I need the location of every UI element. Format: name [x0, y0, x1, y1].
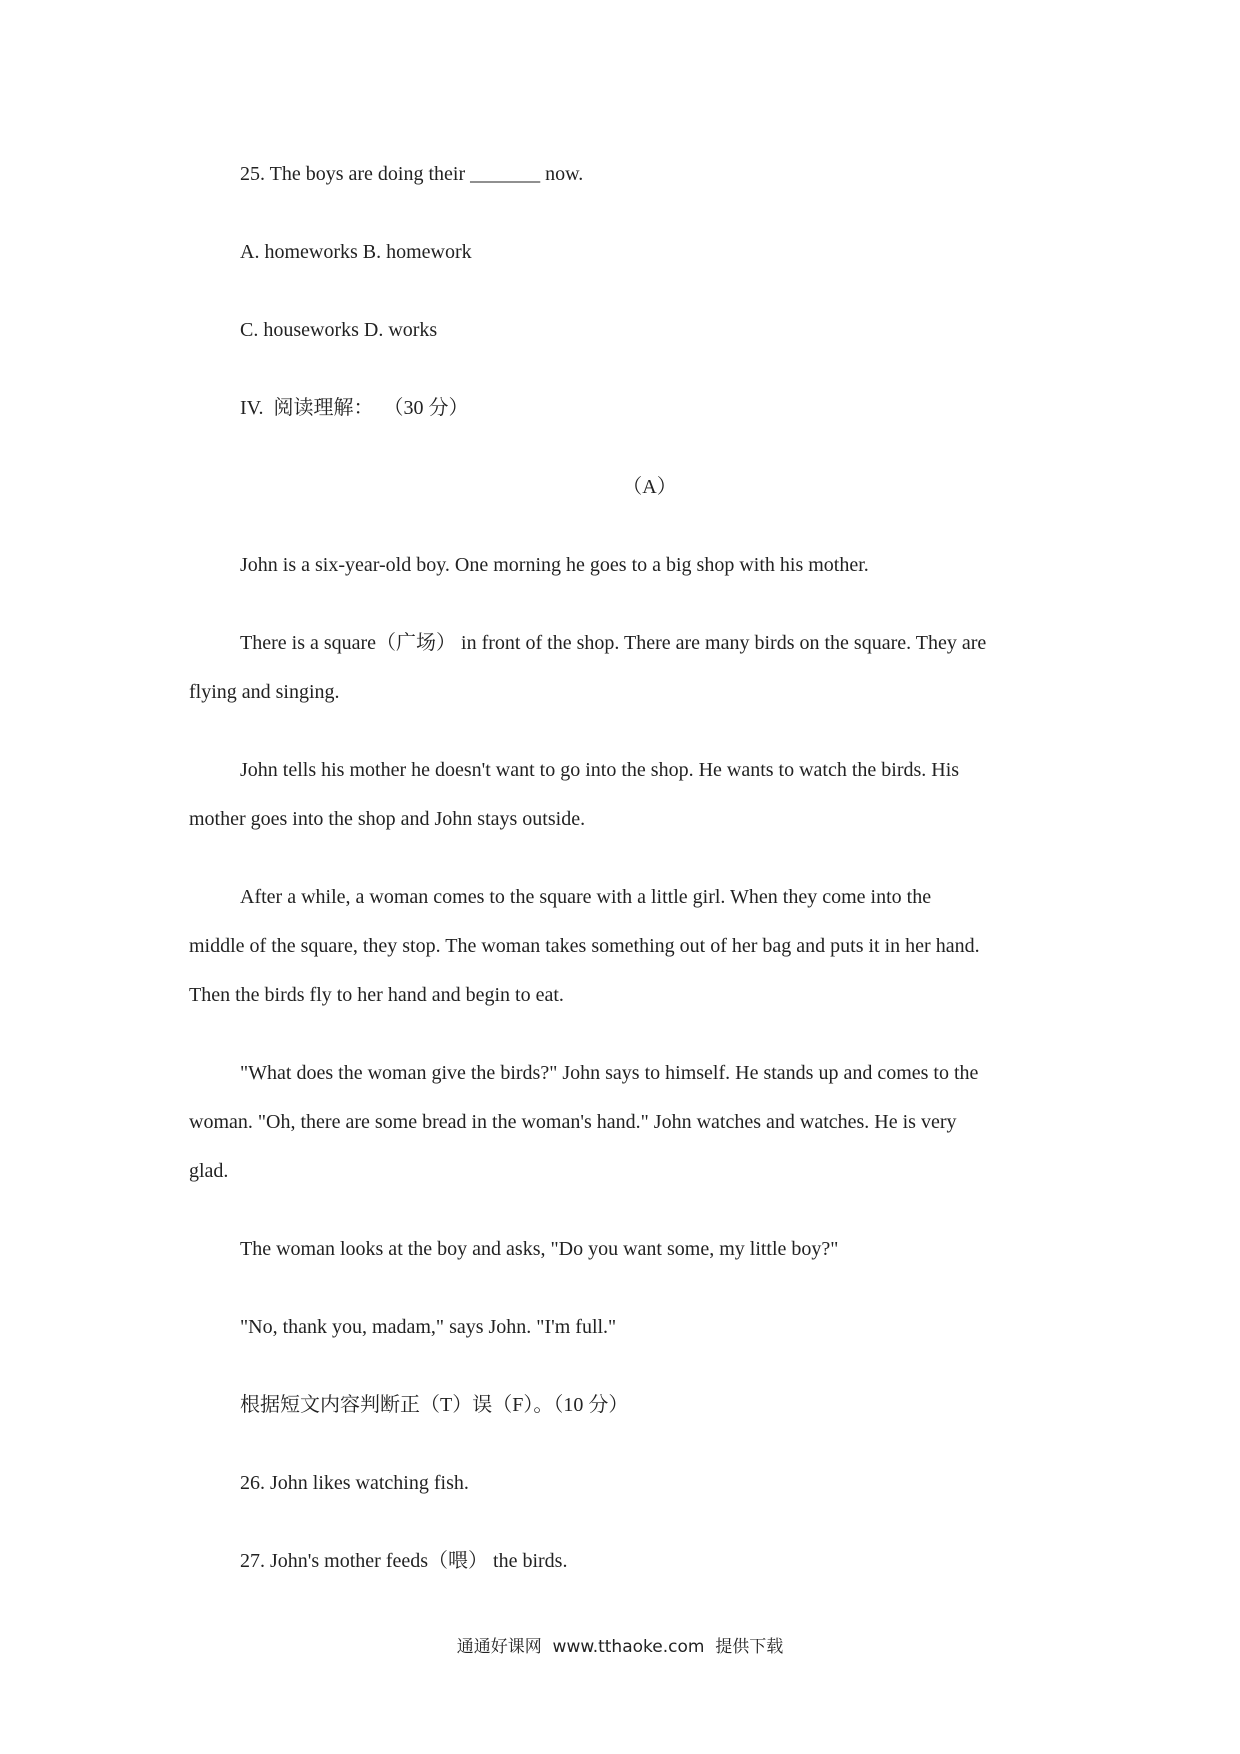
passage-paragraph-5-line-3: glad.	[189, 1160, 229, 1182]
passage-paragraph-2-line-2: flying and singing.	[189, 681, 340, 703]
passage-paragraph-2-line-1: There is a square（广场） in front of the shop. There are many birds on the square. They are	[240, 632, 987, 654]
passage-paragraph-3-line-1: John tells his mother he doesn't want to go into the shop. He wants to watch the birds. His	[240, 759, 960, 781]
passage-paragraph-5-line-1: "What does the woman give the birds?" John says to himself. He stands up and comes to the	[240, 1062, 979, 1084]
true-false-instruction: 根据短文内容判断正（T）误（F）。（10 分）	[240, 1394, 629, 1416]
passage-paragraph-1: John is a six-year-old boy. One morning he goes to a big shop with his mother.	[240, 554, 869, 576]
question-25-options-ab: A. homeworks B. homework	[240, 241, 472, 263]
question-26: 26. John likes watching fish.	[240, 1472, 469, 1494]
passage-paragraph-3-line-2: mother goes into the shop and John stays outside.	[189, 808, 586, 830]
question-25-options-cd: C. houseworks D. works	[240, 319, 438, 341]
question-25-stem: 25. The boys are doing their _______ now.	[240, 163, 584, 185]
passage-paragraph-5-line-2: woman. "Oh, there are some bread in the woman's hand." John watches and watches. He is very	[189, 1111, 957, 1133]
page-footer: 通通好课网 www.tthaoke.com 提供下载	[456, 1637, 784, 1657]
question-27: 27. John's mother feeds（喂） the birds.	[240, 1550, 568, 1572]
passage-paragraph-4-line-2: middle of the square, they stop. The woman takes something out of her bag and puts it in her hand.	[189, 935, 980, 957]
passage-paragraph-4-line-1: After a while, a woman comes to the square with a little girl. When they come into the	[240, 886, 932, 908]
passage-paragraph-7: "No, thank you, madam," says John. "I'm full."	[240, 1316, 617, 1338]
section-heading: IV. 阅读理解： （30 分）	[240, 397, 469, 419]
passage-label: （A）	[622, 476, 677, 498]
passage-paragraph-6: The woman looks at the boy and asks, "Do you want some, my little boy?"	[240, 1238, 839, 1260]
passage-paragraph-4-line-3: Then the birds fly to her hand and begin to eat.	[189, 984, 564, 1006]
